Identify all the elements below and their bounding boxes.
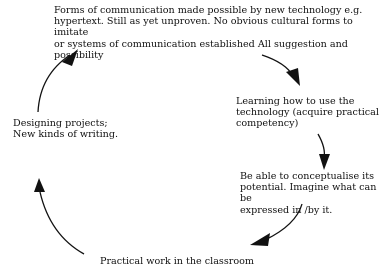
arrowhead-learning-to-conceptualise <box>319 154 330 170</box>
stage-classroom-text: Practical work in the classroom <box>100 256 255 267</box>
arrow-left-to-top <box>38 55 70 112</box>
arrowhead-classroom-to-designing <box>34 178 45 192</box>
arrowhead-conceptualise-to-classroom <box>250 233 270 246</box>
arrowhead-top-to-learning <box>286 68 300 86</box>
arrow-classroom-to-designing <box>40 192 84 254</box>
stage-learning-text: Learning how to use the technology (acquire practical competency) <box>236 96 379 130</box>
stage-conceptualise-text: Be able to conceptualise its potential. Imagine what can be expressed in /by it. <box>240 171 377 216</box>
stage-new-forms-text: Forms of communication made possible by new technology e.g. hypertext. Still as yet unproven. No obvious cultural forms to imitate or systems of communication established All suggestion and possibility <box>54 5 363 61</box>
stage-designing-text: Designing projects; New kinds of writing. <box>13 118 119 141</box>
